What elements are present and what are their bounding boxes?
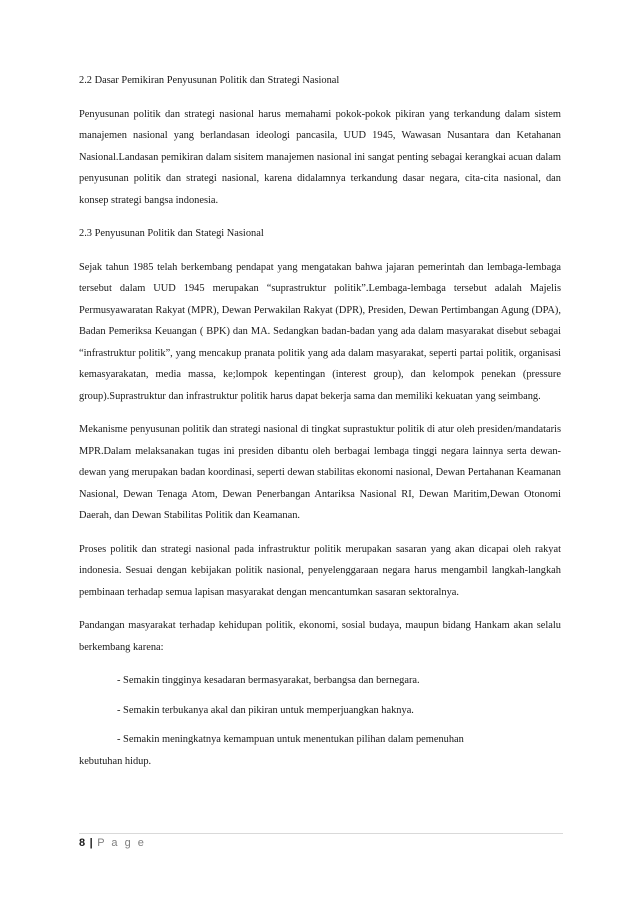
footer-divider bbox=[79, 833, 563, 834]
page-footer bbox=[79, 837, 146, 849]
page-content bbox=[79, 70, 561, 784]
page-number: 8 bbox=[79, 837, 86, 849]
paragraph: Proses politik dan strategi nasional pada infrastruktur politik merupakan sasaran yang akan dicapai oleh rakyat indonesia. Sesuai dengan kebijakan politik nasional, penyelenggaraan negara harus mengambil langkah-langkah pembinaan terhadap semua lapisan masyarakat dengan mencantumkan sasaran sektoralnya. bbox=[79, 543, 561, 598]
paragraph: Pandangan masyarakat terhadap kehidupan politik, ekonomi, sosial budaya, maupun bidang Hankam akan selalu berkembang karena: bbox=[79, 620, 561, 653]
section-heading-2-3: 2.3 Penyusunan Politik dan Stategi Nasional bbox=[79, 228, 264, 239]
paragraph: Penyusunan politik dan strategi nasional harus memahami pokok-pokok pikiran yang terkandung dalam sistem manajemen nasional yang berlandasan ideologi pancasila, UUD 1945, Wawasan Nusantara dan Ketahanan Nasional.Landasan pemikiran dalam sisitem manajemen nasional ini sangat penting sebagai kerangkai acuan dalam penyusunan politik dan strategi nasional, karena didalamnya terkandung dasar negara, cita-cita nasional, dan konsep strategi bangsa indonesia. bbox=[79, 108, 561, 206]
section-heading-2-2: 2.2 Dasar Pemikiran Penyusunan Politik dan Strategi Nasional bbox=[79, 75, 340, 86]
list-item: - Semakin tingginya kesadaran bermasyarakat, berbangsa dan bernegara. bbox=[117, 675, 420, 686]
list-item: - Semakin meningkatnya kemampuan untuk menentukan pilihan dalam pemenuhan bbox=[117, 734, 464, 745]
paragraph: Sejak tahun 1985 telah berkembang pendapat yang mengatakan bahwa jajaran pemerintah dan lembaga-lembaga tersebut dalam UUD 1945 merupakan “suprastruktur politik”.Lembaga-lembaga tersebut adalah Majelis Permusyawaratan Rakyat (MPR), Dewan Perwakilan Rakyat (DPR), Presiden, Dewan Pertimbangan Agung (DPA), Badan Pemeriksa Keuangan ( BPK) dan MA. Sedangkan badan-badan yang ada dalam masyarakat disebut sebagai “infrastruktur politik”, yang mencakup pranata politik yang ada dalam masyarakat, seperti partai politik, organisasi kemasyarakatan, media massa, ke;lompok kepentingan (interest group), dan kelompok penekan (pressure group).Suprastruktur dan infrastruktur politik harus dapat bekerja sama dan memiliki kekuatan yang seimbang. bbox=[79, 261, 561, 402]
list-item: - Semakin terbukanya akal dan pikiran untuk memperjuangkan haknya. bbox=[117, 704, 414, 716]
footer-separator: | bbox=[89, 837, 94, 849]
bullet-list bbox=[79, 670, 561, 772]
page-label: P a g e bbox=[97, 837, 146, 849]
paragraph: Mekanisme penyusunan politik dan strategi nasional di tingkat suprastuktur politik di atur oleh presiden/mandataris MPR.Dalam melaksanakan tugas ini presiden dibantu oleh berbagai lembaga tinggi negara lainnya serta dewan-dewan yang merupakan badan koordinasi, seperti dewan stabilitas ekonomi nasional, Dewan Pertahanan Keamanan Nasional, Dewan Tenaga Atom, Dewan Penerbangan Antariksa Nasional RI, Dewan Maritim,Dewan Otonomi Daerah, dan Dewan Stabilitas Politik dan Keamanan. bbox=[79, 424, 561, 521]
list-item-continuation: kebutuhan hidup. bbox=[79, 755, 152, 767]
